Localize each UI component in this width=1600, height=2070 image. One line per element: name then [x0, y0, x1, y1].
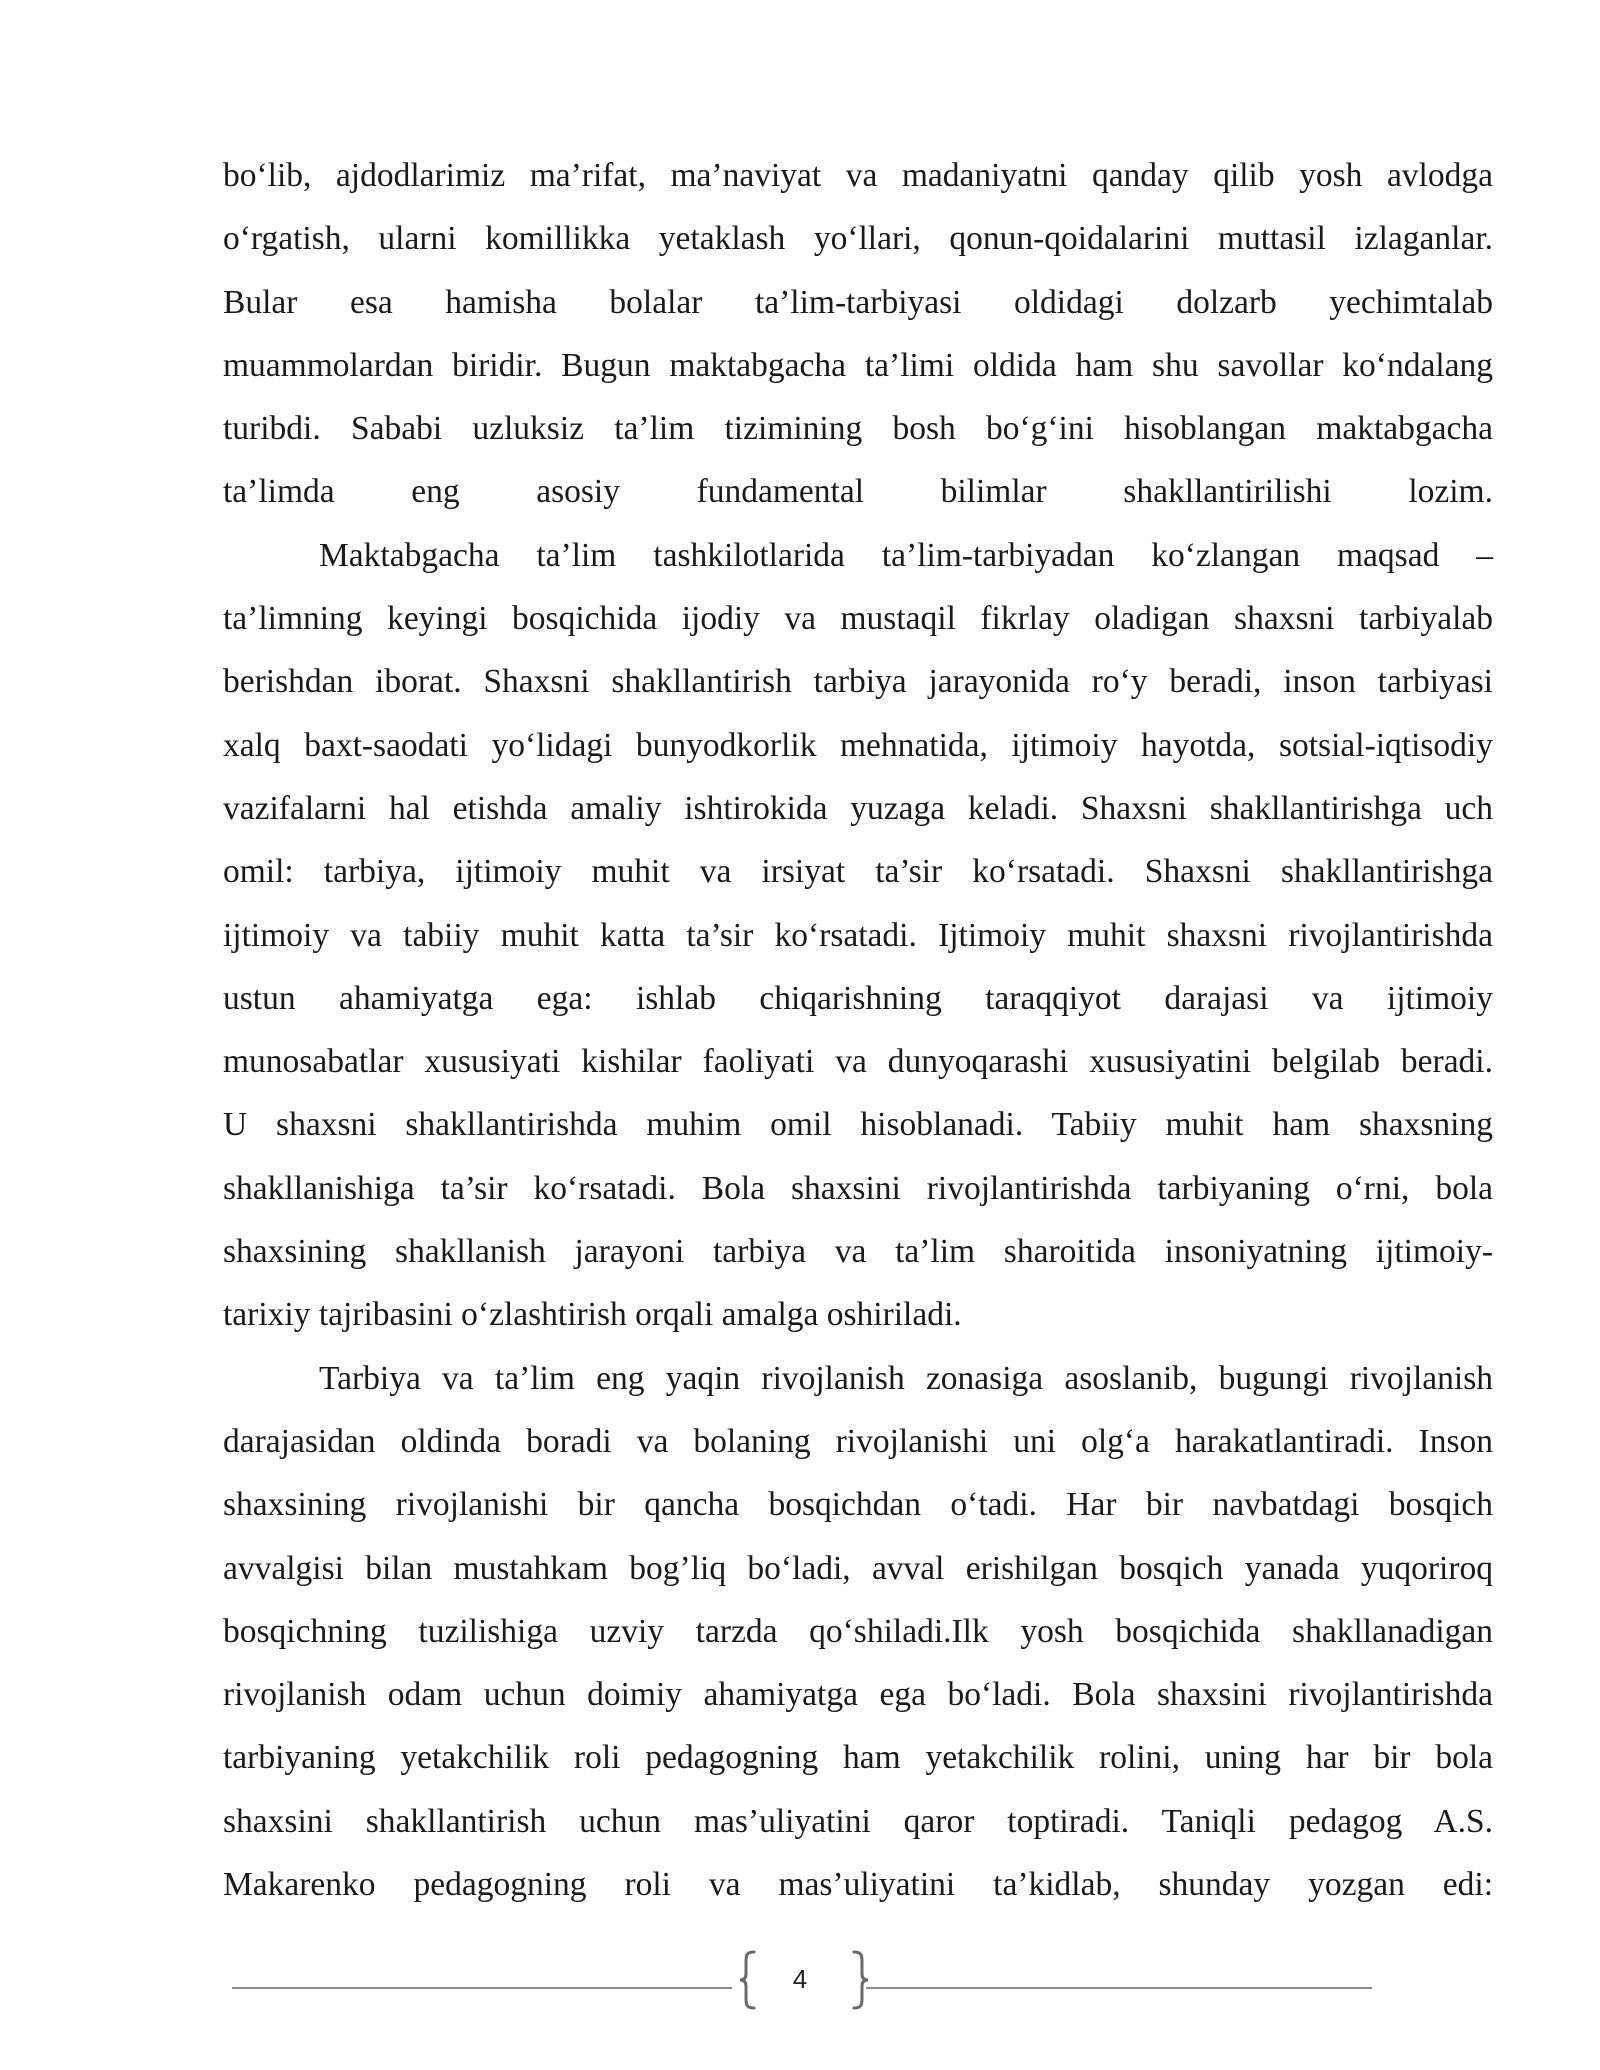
text-line: tarbiyaning yetakchilik roli pedagogning ham yetakchilik rolini, uning har bir bola [223, 1739, 1493, 1777]
text-line: tarixiy tajribasini o‘zlashtirish orqali amalga oshiriladi. [223, 1296, 962, 1334]
paragraph [223, 524, 1493, 1347]
text-line: rivojlanish odam uchun doimiy ahamiyatga ega bo‘ladi. Bola shaxsini rivojlantirishda [223, 1676, 1493, 1714]
text-line: muammolardan biridir. Bugun maktabgacha ta’limi oldida ham shu savollar ko‘ndalang [223, 346, 1493, 384]
text-line: bo‘lib, ajdodlarimiz ma’rifat, ma’naviyat va madaniyatni qanday qilib yosh avlodga [223, 157, 1493, 194]
text-line: avvalgisi bilan mustahkam bog’liq bo‘ladi, avval erishilgan bosqich yanada yuqoriroq [223, 1549, 1493, 1587]
text-line: ta’limda eng asosiy fundamental bilimlar shakllantirilishi lozim. [223, 473, 1493, 511]
text-line: U shaxsni shakllantirishda muhim omil hisoblanadi. Tabiiy muhit ham shaxsning [223, 1106, 1493, 1144]
text-line: bosqichning tuzilishiga uzviy tarzda qo‘shiladi.Ilk yosh bosqichida shakllanadigan [223, 1612, 1493, 1650]
page-number: 4 [792, 1964, 808, 1994]
text-line: Makarenko pedagogning roli va mas’uliyatini ta’kidlab, shunday yozgan edi: [223, 1866, 1493, 1904]
left-brace-icon [736, 1950, 760, 2010]
text-line: darajasidan oldinda boradi va bolaning rivojlanishi uni olg‘a harakatlantiradi. Inson [223, 1422, 1493, 1460]
footer-rule-right [866, 1987, 1372, 1989]
text-line: turibdi. Sababi uzluksiz ta’lim tizimining bosh bo‘g‘ini hisoblangan maktabgacha [223, 410, 1493, 448]
text-line: ustun ahamiyatga ega: ishlab chiqarishning taraqqiyot darajasi va ijtimoiy [223, 979, 1493, 1017]
text-line: shakllanishiga ta’sir ko‘rsatadi. Bola shaxsini rivojlantirishda tarbiyaning o‘rni, bola [223, 1169, 1493, 1207]
text-line: shaxsining rivojlanishi bir qancha bosqichdan o‘tadi. Har bir navbatdagi bosqich [223, 1486, 1493, 1524]
paragraph [223, 144, 1493, 524]
right-brace-icon [848, 1950, 872, 2010]
text-line: munosabatlar xususiyati kishilar faoliyati va dunyoqarashi xususiyatini belgilab beradi. [223, 1043, 1493, 1081]
text-line: xalq baxt-saodati yo‘lidagi bunyodkorlik mehnatida, ijtimoiy hayotda, sotsial-iqtisodiy [223, 726, 1493, 764]
text-line: ijtimoiy va tabiiy muhit katta ta’sir ko‘rsatadi. Ijtimoiy muhit shaxsni rivojlantirishda [223, 916, 1493, 954]
text-line: shaxsini shakllantirish uchun mas’uliyatini qaror toptiradi. Taniqli pedagog A.S. [223, 1802, 1493, 1840]
paragraph [223, 1347, 1493, 1917]
text-line: vazifalarni hal etishda amaliy ishtirokida yuzaga keladi. Shaxsni shakllantirishga uch [223, 789, 1493, 827]
text-line: Bular esa hamisha bolalar ta’lim-tarbiyasi oldidagi dolzarb yechimtalab [223, 283, 1493, 321]
footer-rule-left [232, 1987, 732, 1989]
text-line: omil: tarbiya, ijtimoiy muhit va irsiyat ta’sir ko‘rsatadi. Shaxsni shakllantirishga [223, 853, 1493, 891]
text-line: Maktabgacha ta’lim tashkilotlarida ta’lim-tarbiyadan ko‘zlangan maqsad – [319, 536, 1493, 574]
page-footer [0, 1950, 1600, 2020]
text-line: shaxsining shakllanish jarayoni tarbiya va ta’lim sharoitida insoniyatning ijtimoiy- [223, 1233, 1493, 1271]
text-line: o‘rgatish, ularni komillikka yetaklash yo‘llari, qonun-qoidalarini muttasil izlaganlar. [223, 220, 1493, 258]
text-line: Tarbiya va ta’lim eng yaqin rivojlanish zonasiga asoslanib, bugungi rivojlanish [319, 1359, 1493, 1397]
text-line: berishdan iborat. Shaxsni shakllantirish tarbiya jarayonida ro‘y beradi, inson tarbiyasi [223, 663, 1493, 701]
text-line: ta’limning keyingi bosqichida ijodiy va mustaqil fikrlay oladigan shaxsni tarbiyalab [223, 600, 1493, 638]
document-body [223, 144, 1493, 1916]
